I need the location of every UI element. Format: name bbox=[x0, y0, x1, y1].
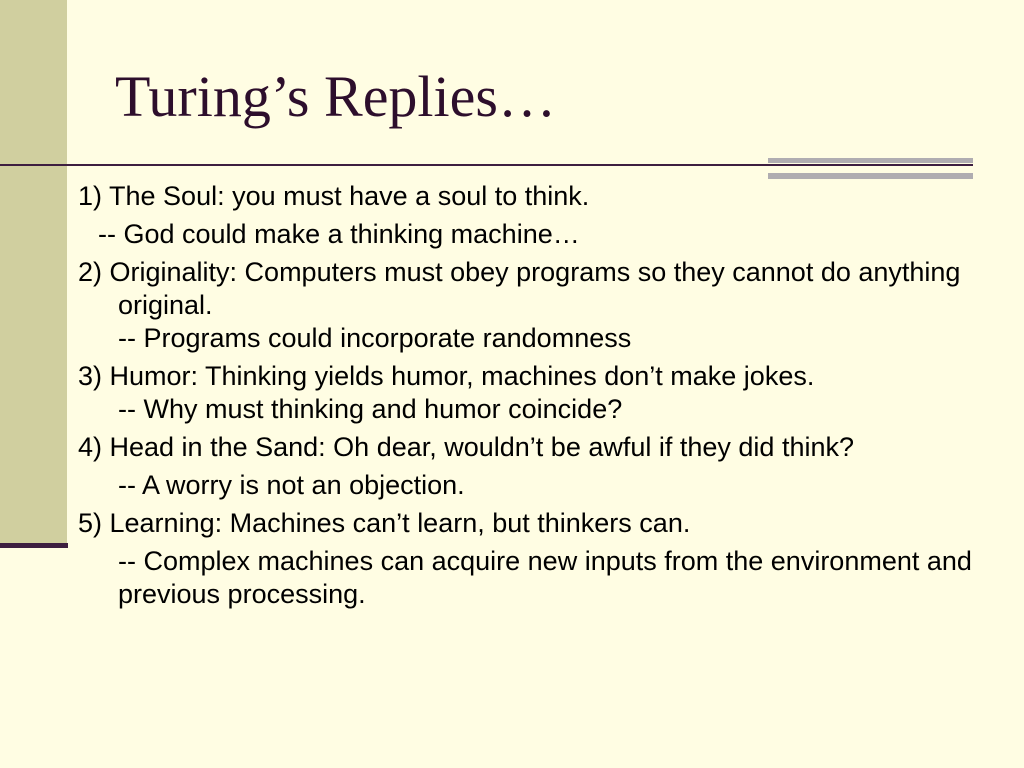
objection-originality: 2) Originality: Computers must obey programs so they cannot do anything original. bbox=[78, 257, 961, 320]
left-accent-line bbox=[0, 543, 68, 548]
objection-learning: 5) Learning: Machines can’t learn, but thinkers can. bbox=[78, 508, 691, 538]
slide-body bbox=[78, 180, 998, 616]
slide-title: Turing’s Replies… bbox=[115, 64, 556, 129]
divider-accent-lower bbox=[768, 173, 973, 179]
reply-humor: -- Why must thinking and humor coincide? bbox=[118, 394, 623, 424]
divider-accent-upper bbox=[768, 158, 973, 163]
reply-learning: -- Complex machines can acquire new inputs from the environment and previous processing. bbox=[118, 546, 972, 609]
reply-head-in-sand: -- A worry is not an objection. bbox=[118, 470, 465, 500]
reply-soul: -- God could make a thinking machine… bbox=[98, 219, 580, 249]
objection-head-in-sand: 4) Head in the Sand: Oh dear, wouldn’t be awful if they did think? bbox=[78, 432, 854, 462]
reply-originality: -- Programs could incorporate randomness bbox=[118, 323, 632, 353]
left-decorative-bar bbox=[0, 0, 67, 545]
objection-soul: 1) The Soul: you must have a soul to think. bbox=[78, 181, 590, 211]
title-divider bbox=[0, 164, 973, 166]
objection-humor: 3) Humor: Thinking yields humor, machines don’t make jokes. bbox=[78, 361, 815, 391]
